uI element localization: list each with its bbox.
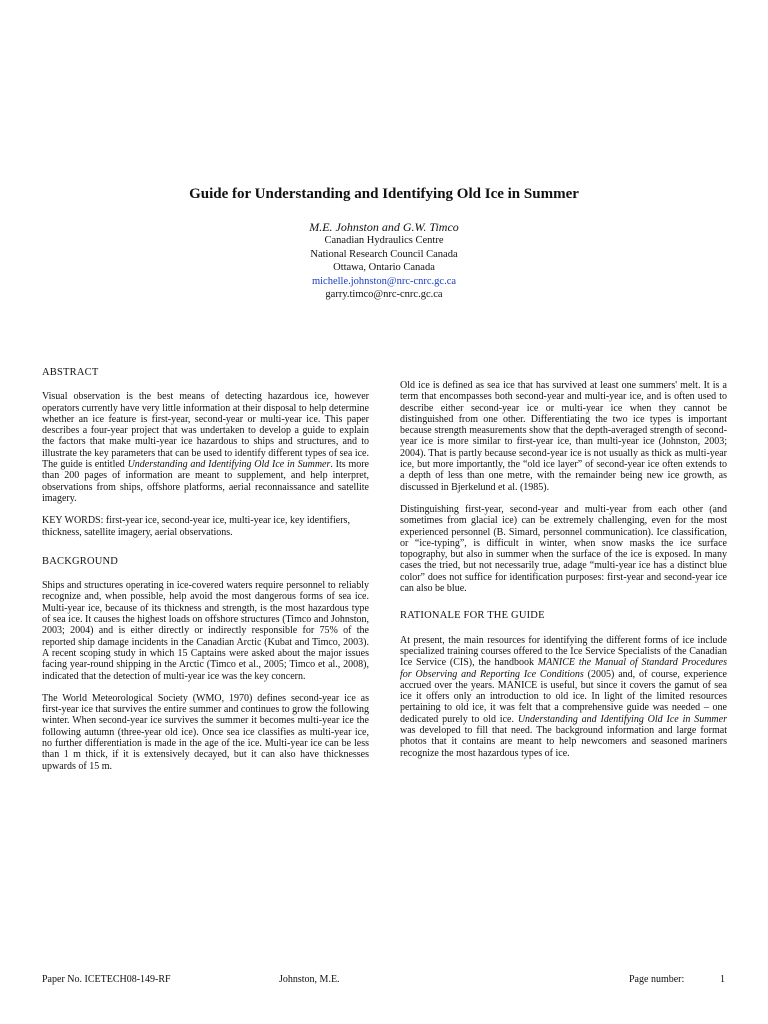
background-paragraph: The World Meteorological Society (WMO, 1970) defines second-year ice as first-year ice that survives the entire summer and continues to grow the following winter. When second-year ice survives the summer it becomes multi-year ice the following autumn (three-year old ice). Once sea ice classifies as multi-year ice, no further differentiation is made in the age of the ice. Multi-year ice can be less than 1 m thick, if it is extensively decayed, but it can also have thicknesses upwards of 15 m.	[42, 692, 369, 772]
body-paragraph: Old ice is defined as sea ice that has survived at least one summers' melt. It is a term that encompasses both second-year and multi-year ice, and is often used to describe either second-year ice or multi-year ice when they cannot be distinguished from one other. Differentiating the two ice types is important because strength measurements show that the depth-averaged strength of second-year ice is more similar to first-year ice, than multi-year ice (Johnston, 2003; 2004). That is partly because second-year ice is not usually as thick as multi-year ice, but more importantly, the “old ice layer” of second-year ice often extends to a depth of less than one metre, with the remainder being new ice growth, as discussed in Bjerkelund et al. (1985).	[400, 380, 727, 493]
rationale-paragraph: At present, the main resources for identifying the different forms of ice include specialized training courses offered to the Ice Service Specialists of the Canadian Ice Service (CIS), the handbook MANICE the Manual of Standard Procedures for Observing and Reporting Ice Conditions (2005) and, of course, experience accrued over the years. MANICE is useful, but since it covers the gamut of sea ice it offers only an introduction to old ice. In light of the limited resources pertaining to old ice, it was felt that a comprehensive guide was needed – one dedicated purely to old ice. Understanding and Identifying Old Ice in Summer was developed to fill that need. The background information and large format photos that it contains are meant to help newcomers and seasoned mariners recognize the most hazardous types of ice.	[400, 634, 727, 759]
rationale-heading: RATIONALE FOR THE GUIDE	[400, 610, 545, 622]
paper-title: Guide for Understanding and Identifying Old Ice in Summer	[189, 186, 579, 202]
author-names: M.E. Johnston and G.W. Timco	[309, 220, 459, 234]
footer-author: Johnston, M.E.	[279, 974, 340, 985]
body-paragraph: Distinguishing first-year, second-year and multi-year from each other (and sometimes from glacial ice) can be extremely challenging, even for the most experienced personnel (B. Simard, personnel communication). Ice classification, or “ice-typing”, is difficult in winter, when snow masks the ice surface topography, but also in summer when the surface of the ice is exposed. In many cases the tried, but not necessarily true, adage “multi-year ice has a distinct blue color” does not suffice for identification purposes: first-year and second-year ice can also be blue.	[400, 503, 727, 595]
abstract-paragraph: Visual observation is the best means of detecting hazardous ice, however operators currently have very little information at their disposal to help determine whether an ice feature is first-year, second-year or multi-year ice. This paper describes a four-year project that was undertaken to develop a guide to explain the factors that make multi-year ice hazardous to ships and structures, and to illustrate the key parameters that can be used to identify different types of sea ice. The guide is entitled Understanding and Identifying Old Ice in Summer. Its more than 200 pages of information are meant to supplement, and help interpret, observations from ships, offshore platforms, aerial reconnaissance and satellite imagery.	[42, 391, 369, 504]
left-column	[42, 367, 369, 783]
author-block	[0, 220, 768, 302]
background-heading: BACKGROUND	[42, 555, 119, 567]
footer-page-label: Page number:	[629, 974, 685, 985]
affiliation-line: Ottawa, Ontario Canada	[333, 262, 435, 274]
affiliation-line: National Research Council Canada	[310, 248, 458, 260]
footer-paper-number: Paper No. ICETECH08-149-RF	[42, 974, 171, 985]
background-paragraph: Ships and structures operating in ice-covered waters require personnel to reliably recognize and, when possible, help avoid the most dangerous forms of sea ice. Multi-year ice, because of its thickness and strength, is the most hazardous type of sea ice. It causes the highest loads on offshore structures (Timco and Johnston, 2003; 2004) and is either directly or indirectly responsible for 75% of the reported ship damage incidents in the Canadian Arctic (Kubat and Timco, 2003). A recent scoping study in which 15 Captains were asked about the major issues facing year-round shipping in the Arctic (Timco et al., 2005; Timco et al., 2008), indicated that the detection of multi-year ice was the key concern.	[42, 580, 369, 682]
guide-title-italic: Understanding and Identifying Old Ice in Summer	[127, 459, 331, 471]
email-text: garry.timco@nrc-cnrc.gc.ca	[325, 289, 443, 301]
footer-page-number: 1	[720, 974, 725, 985]
email-link[interactable]: michelle.johnston@nrc-cnrc.gc.ca	[311, 275, 457, 287]
guide-title-italic: Understanding and Identifying Old Ice in Summer	[517, 713, 727, 725]
right-column	[400, 380, 727, 770]
keywords-paragraph: KEY WORDS: first-year ice, second-year ice, multi-year ice, key identifiers, thickness, satellite imagery, aerial observations.	[42, 515, 350, 538]
abstract-heading: ABSTRACT	[42, 367, 99, 378]
manice-title-italic: MANICE the Manual of Standard Procedures for Observing and Reporting Ice Conditions	[400, 657, 727, 680]
affiliation-line: Canadian Hydraulics Centre	[324, 235, 444, 246]
